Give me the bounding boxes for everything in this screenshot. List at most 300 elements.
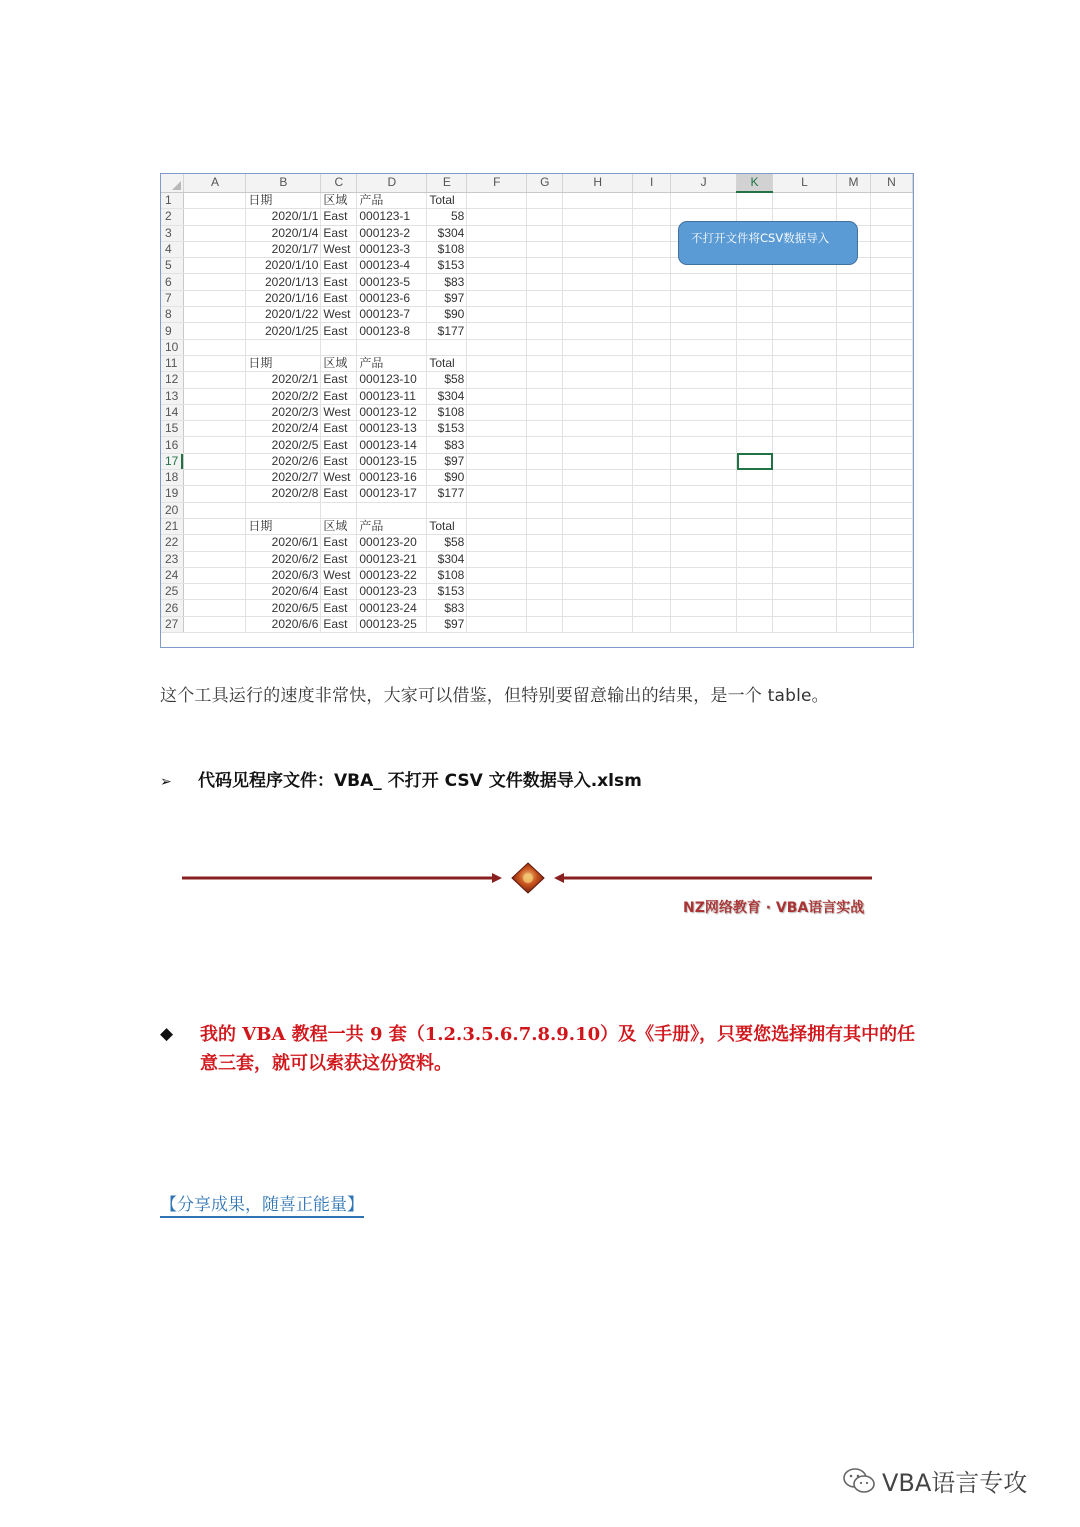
- sheet-cell[interactable]: 2020/2/4: [246, 421, 321, 437]
- sheet-cell[interactable]: 2020/6/4: [246, 584, 321, 600]
- sheet-cell[interactable]: East: [321, 274, 357, 290]
- sheet-cell[interactable]: [184, 437, 246, 453]
- sheet-cell[interactable]: [527, 192, 563, 209]
- sheet-cell[interactable]: 2020/1/25: [246, 323, 321, 339]
- sheet-cell[interactable]: [563, 437, 633, 453]
- sheet-cell[interactable]: [527, 453, 563, 469]
- sheet-cell[interactable]: [773, 404, 837, 420]
- sheet-cell[interactable]: [527, 567, 563, 583]
- sheet-cell[interactable]: [870, 192, 912, 209]
- sheet-cell[interactable]: [870, 225, 912, 241]
- sheet-cell[interactable]: [563, 274, 633, 290]
- sheet-cell[interactable]: [737, 535, 773, 551]
- sheet-cell[interactable]: [467, 535, 527, 551]
- sheet-cell[interactable]: [870, 486, 912, 502]
- sheet-cell[interactable]: [527, 339, 563, 355]
- sheet-cell[interactable]: [563, 339, 633, 355]
- sheet-cell[interactable]: [836, 453, 870, 469]
- row-header[interactable]: 22: [161, 535, 184, 551]
- column-header[interactable]: L: [773, 174, 837, 192]
- sheet-cell[interactable]: [527, 600, 563, 616]
- sheet-cell[interactable]: [633, 502, 671, 518]
- sheet-cell[interactable]: [467, 388, 527, 404]
- sheet-cell[interactable]: [773, 372, 837, 388]
- sheet-cell[interactable]: East: [321, 600, 357, 616]
- sheet-cell[interactable]: [671, 453, 737, 469]
- sheet-cell[interactable]: 000123-13: [357, 421, 427, 437]
- sheet-cell[interactable]: 000123-14: [357, 437, 427, 453]
- sheet-cell[interactable]: [671, 307, 737, 323]
- sheet-cell[interactable]: [184, 274, 246, 290]
- sheet-cell[interactable]: [870, 307, 912, 323]
- sheet-cell[interactable]: [671, 355, 737, 371]
- sheet-cell[interactable]: [467, 258, 527, 274]
- sheet-cell[interactable]: [737, 372, 773, 388]
- sheet-cell[interactable]: [737, 290, 773, 306]
- sheet-cell[interactable]: Total: [427, 355, 467, 371]
- sheet-cell[interactable]: [357, 339, 427, 355]
- sheet-cell[interactable]: [563, 551, 633, 567]
- sheet-cell[interactable]: [671, 192, 737, 209]
- sheet-cell[interactable]: 2020/2/1: [246, 372, 321, 388]
- sheet-cell[interactable]: [633, 323, 671, 339]
- row-header[interactable]: 14: [161, 404, 184, 420]
- sheet-cell[interactable]: [737, 470, 773, 486]
- sheet-cell[interactable]: [671, 339, 737, 355]
- sheet-cell[interactable]: 000123-17: [357, 486, 427, 502]
- column-header[interactable]: E: [427, 174, 467, 192]
- sheet-cell[interactable]: [773, 518, 837, 534]
- sheet-cell[interactable]: [184, 502, 246, 518]
- sheet-cell[interactable]: [563, 421, 633, 437]
- sheet-cell[interactable]: 2020/6/1: [246, 535, 321, 551]
- sheet-cell[interactable]: 000123-24: [357, 600, 427, 616]
- sheet-cell[interactable]: [527, 274, 563, 290]
- sheet-cell[interactable]: [671, 372, 737, 388]
- sheet-cell[interactable]: [773, 421, 837, 437]
- sheet-cell[interactable]: $177: [427, 486, 467, 502]
- row-header[interactable]: 13: [161, 388, 184, 404]
- sheet-cell[interactable]: [467, 470, 527, 486]
- sheet-cell[interactable]: East: [321, 290, 357, 306]
- sheet-cell[interactable]: [321, 502, 357, 518]
- sheet-cell[interactable]: [184, 616, 246, 632]
- sheet-cell[interactable]: [870, 339, 912, 355]
- sheet-cell[interactable]: [836, 339, 870, 355]
- sheet-cell[interactable]: [527, 437, 563, 453]
- sheet-cell[interactable]: [184, 453, 246, 469]
- sheet-cell[interactable]: $108: [427, 241, 467, 257]
- sheet-cell[interactable]: $177: [427, 323, 467, 339]
- sheet-cell[interactable]: $97: [427, 616, 467, 632]
- sheet-cell[interactable]: [836, 437, 870, 453]
- sheet-cell[interactable]: $58: [427, 535, 467, 551]
- row-header[interactable]: 5: [161, 258, 184, 274]
- sheet-cell[interactable]: [737, 616, 773, 632]
- sheet-cell[interactable]: [671, 486, 737, 502]
- sheet-cell[interactable]: [563, 502, 633, 518]
- sheet-cell[interactable]: [563, 241, 633, 257]
- sheet-cell[interactable]: [633, 486, 671, 502]
- sheet-cell[interactable]: 日期: [246, 192, 321, 209]
- sheet-cell[interactable]: [737, 404, 773, 420]
- sheet-cell[interactable]: [836, 388, 870, 404]
- sheet-cell[interactable]: [870, 502, 912, 518]
- sheet-cell[interactable]: [870, 290, 912, 306]
- sheet-cell[interactable]: [870, 241, 912, 257]
- sheet-cell[interactable]: [870, 372, 912, 388]
- sheet-cell[interactable]: East: [321, 535, 357, 551]
- sheet-cell[interactable]: [527, 388, 563, 404]
- sheet-cell[interactable]: [671, 551, 737, 567]
- sheet-cell[interactable]: [184, 355, 246, 371]
- sheet-cell[interactable]: [671, 290, 737, 306]
- sheet-cell[interactable]: 000123-20: [357, 535, 427, 551]
- sheet-cell[interactable]: [671, 502, 737, 518]
- sheet-cell[interactable]: [773, 584, 837, 600]
- sheet-cell[interactable]: [737, 323, 773, 339]
- sheet-cell[interactable]: [563, 192, 633, 209]
- sheet-cell[interactable]: [184, 339, 246, 355]
- sheet-cell[interactable]: 000123-12: [357, 404, 427, 420]
- sheet-cell[interactable]: [633, 518, 671, 534]
- sheet-cell[interactable]: 000123-6: [357, 290, 427, 306]
- sheet-cell[interactable]: $90: [427, 470, 467, 486]
- sheet-cell[interactable]: [563, 258, 633, 274]
- sheet-cell[interactable]: $97: [427, 290, 467, 306]
- sheet-cell[interactable]: 2020/2/7: [246, 470, 321, 486]
- sheet-cell[interactable]: [527, 421, 563, 437]
- sheet-cell[interactable]: 产品: [357, 355, 427, 371]
- sheet-cell[interactable]: [836, 274, 870, 290]
- sheet-cell[interactable]: [427, 339, 467, 355]
- sheet-cell[interactable]: [836, 584, 870, 600]
- sheet-cell[interactable]: 2020/2/5: [246, 437, 321, 453]
- sheet-cell[interactable]: [321, 339, 357, 355]
- sheet-cell[interactable]: 000123-4: [357, 258, 427, 274]
- sheet-cell[interactable]: [633, 355, 671, 371]
- sheet-cell[interactable]: East: [321, 616, 357, 632]
- sheet-cell[interactable]: [870, 551, 912, 567]
- sheet-cell[interactable]: [870, 470, 912, 486]
- sheet-cell[interactable]: [527, 616, 563, 632]
- sheet-cell[interactable]: [671, 388, 737, 404]
- row-header[interactable]: 11: [161, 355, 184, 371]
- sheet-cell[interactable]: West: [321, 307, 357, 323]
- sheet-cell[interactable]: East: [321, 209, 357, 225]
- sheet-cell[interactable]: [563, 372, 633, 388]
- sheet-cell[interactable]: 区域: [321, 518, 357, 534]
- sheet-cell[interactable]: [467, 518, 527, 534]
- sheet-cell[interactable]: [870, 258, 912, 274]
- row-header[interactable]: 4: [161, 241, 184, 257]
- sheet-cell[interactable]: [870, 209, 912, 225]
- sheet-cell[interactable]: [467, 192, 527, 209]
- row-header[interactable]: 10: [161, 339, 184, 355]
- sheet-cell[interactable]: [773, 486, 837, 502]
- sheet-cell[interactable]: $108: [427, 404, 467, 420]
- sheet-cell[interactable]: Total: [427, 518, 467, 534]
- sheet-cell[interactable]: 000123-23: [357, 584, 427, 600]
- sheet-cell[interactable]: [633, 290, 671, 306]
- row-header[interactable]: 9: [161, 323, 184, 339]
- sheet-cell[interactable]: $153: [427, 258, 467, 274]
- sheet-cell[interactable]: 000123-22: [357, 567, 427, 583]
- sheet-cell[interactable]: [773, 567, 837, 583]
- sheet-cell[interactable]: [467, 241, 527, 257]
- column-header[interactable]: J: [671, 174, 737, 192]
- sheet-cell[interactable]: [184, 600, 246, 616]
- sheet-cell[interactable]: [633, 535, 671, 551]
- sheet-cell[interactable]: [737, 486, 773, 502]
- sheet-cell[interactable]: [467, 421, 527, 437]
- sheet-cell[interactable]: [467, 404, 527, 420]
- row-header[interactable]: 18: [161, 470, 184, 486]
- sheet-cell[interactable]: 2020/2/2: [246, 388, 321, 404]
- sheet-cell[interactable]: [737, 307, 773, 323]
- sheet-cell[interactable]: [563, 209, 633, 225]
- sheet-cell[interactable]: [563, 404, 633, 420]
- sheet-cell[interactable]: [467, 274, 527, 290]
- sheet-cell[interactable]: $304: [427, 225, 467, 241]
- sheet-cell[interactable]: [870, 616, 912, 632]
- sheet-cell[interactable]: [870, 355, 912, 371]
- sheet-cell[interactable]: [870, 535, 912, 551]
- sheet-cell[interactable]: [184, 404, 246, 420]
- sheet-cell[interactable]: [184, 323, 246, 339]
- sheet-cell[interactable]: [527, 372, 563, 388]
- sheet-cell[interactable]: [184, 567, 246, 583]
- sheet-cell[interactable]: [737, 502, 773, 518]
- sheet-cell[interactable]: [773, 616, 837, 632]
- sheet-cell[interactable]: East: [321, 323, 357, 339]
- sheet-cell[interactable]: [671, 274, 737, 290]
- sheet-cell[interactable]: 日期: [246, 355, 321, 371]
- sheet-cell[interactable]: East: [321, 551, 357, 567]
- sheet-cell[interactable]: [671, 535, 737, 551]
- sheet-cell[interactable]: [737, 274, 773, 290]
- sheet-cell[interactable]: East: [321, 453, 357, 469]
- sheet-cell[interactable]: [737, 192, 773, 209]
- sheet-cell[interactable]: 区域: [321, 192, 357, 209]
- sheet-cell[interactable]: [184, 209, 246, 225]
- sheet-cell[interactable]: [527, 323, 563, 339]
- sheet-cell[interactable]: [527, 290, 563, 306]
- sheet-cell[interactable]: [836, 421, 870, 437]
- sheet-cell[interactable]: Total: [427, 192, 467, 209]
- sheet-cell[interactable]: [633, 388, 671, 404]
- sheet-cell[interactable]: 000123-3: [357, 241, 427, 257]
- sheet-cell[interactable]: [633, 404, 671, 420]
- sheet-cell[interactable]: 2020/6/5: [246, 600, 321, 616]
- sheet-cell[interactable]: [836, 567, 870, 583]
- sheet-cell[interactable]: 58: [427, 209, 467, 225]
- sheet-cell[interactable]: [870, 421, 912, 437]
- sheet-cell[interactable]: [773, 290, 837, 306]
- sheet-cell[interactable]: 000123-7: [357, 307, 427, 323]
- sheet-cell[interactable]: [633, 567, 671, 583]
- sheet-cell[interactable]: [467, 209, 527, 225]
- sheet-cell[interactable]: [184, 307, 246, 323]
- sheet-cell[interactable]: 2020/1/16: [246, 290, 321, 306]
- sheet-cell[interactable]: [671, 470, 737, 486]
- sheet-cell[interactable]: [836, 404, 870, 420]
- row-header[interactable]: 8: [161, 307, 184, 323]
- sheet-cell[interactable]: [184, 241, 246, 257]
- sheet-cell[interactable]: [184, 290, 246, 306]
- sheet-cell[interactable]: [563, 290, 633, 306]
- sheet-cell[interactable]: $153: [427, 584, 467, 600]
- sheet-cell[interactable]: [527, 486, 563, 502]
- sheet-cell[interactable]: [870, 567, 912, 583]
- sheet-cell[interactable]: [633, 258, 671, 274]
- sheet-cell[interactable]: [836, 486, 870, 502]
- sheet-cell[interactable]: [527, 225, 563, 241]
- sheet-cell[interactable]: 2020/1/7: [246, 241, 321, 257]
- sheet-cell[interactable]: [467, 323, 527, 339]
- sheet-cell[interactable]: [870, 388, 912, 404]
- column-header[interactable]: N: [870, 174, 912, 192]
- row-header[interactable]: 3: [161, 225, 184, 241]
- sheet-cell[interactable]: [246, 339, 321, 355]
- sheet-cell[interactable]: 000123-2: [357, 225, 427, 241]
- column-header[interactable]: K: [737, 174, 773, 192]
- sheet-cell[interactable]: [184, 518, 246, 534]
- sheet-cell[interactable]: [527, 470, 563, 486]
- sheet-cell[interactable]: 000123-15: [357, 453, 427, 469]
- sheet-cell[interactable]: 区域: [321, 355, 357, 371]
- sheet-cell[interactable]: [773, 600, 837, 616]
- sheet-cell[interactable]: [184, 388, 246, 404]
- sheet-cell[interactable]: [184, 584, 246, 600]
- sheet-cell[interactable]: [870, 404, 912, 420]
- sheet-cell[interactable]: [633, 372, 671, 388]
- sheet-cell[interactable]: East: [321, 258, 357, 274]
- sheet-cell[interactable]: [467, 502, 527, 518]
- row-header[interactable]: 16: [161, 437, 184, 453]
- sheet-cell[interactable]: [836, 192, 870, 209]
- sheet-cell[interactable]: [671, 518, 737, 534]
- sheet-cell[interactable]: [633, 339, 671, 355]
- sheet-cell[interactable]: [184, 535, 246, 551]
- sheet-cell[interactable]: 2020/6/3: [246, 567, 321, 583]
- sheet-cell[interactable]: [563, 486, 633, 502]
- share-link[interactable]: 【分享成果，随喜正能量】: [160, 1195, 364, 1215]
- sheet-cell[interactable]: [773, 535, 837, 551]
- sheet-cell[interactable]: [671, 421, 737, 437]
- column-header[interactable]: M: [836, 174, 870, 192]
- sheet-cell[interactable]: [870, 600, 912, 616]
- sheet-cell[interactable]: [633, 307, 671, 323]
- sheet-cell[interactable]: [870, 584, 912, 600]
- sheet-cell[interactable]: [563, 453, 633, 469]
- sheet-cell[interactable]: [773, 470, 837, 486]
- sheet-cell[interactable]: East: [321, 584, 357, 600]
- row-header[interactable]: 1: [161, 192, 184, 209]
- sheet-cell[interactable]: [467, 355, 527, 371]
- sheet-cell[interactable]: $83: [427, 437, 467, 453]
- sheet-cell[interactable]: 000123-21: [357, 551, 427, 567]
- sheet-cell[interactable]: 000123-11: [357, 388, 427, 404]
- sheet-cell[interactable]: [563, 307, 633, 323]
- column-header[interactable]: C: [321, 174, 357, 192]
- sheet-cell[interactable]: [836, 372, 870, 388]
- sheet-cell[interactable]: West: [321, 567, 357, 583]
- sheet-cell[interactable]: [773, 437, 837, 453]
- sheet-cell[interactable]: [633, 209, 671, 225]
- sheet-cell[interactable]: $97: [427, 453, 467, 469]
- sheet-cell[interactable]: [836, 290, 870, 306]
- sheet-cell[interactable]: [563, 616, 633, 632]
- sheet-cell[interactable]: [737, 437, 773, 453]
- sheet-cell[interactable]: 日期: [246, 518, 321, 534]
- sheet-cell[interactable]: [527, 258, 563, 274]
- sheet-cell[interactable]: [671, 616, 737, 632]
- column-header[interactable]: B: [246, 174, 321, 192]
- sheet-cell[interactable]: [184, 421, 246, 437]
- sheet-cell[interactable]: 2020/1/10: [246, 258, 321, 274]
- row-header[interactable]: 26: [161, 600, 184, 616]
- sheet-cell[interactable]: [836, 307, 870, 323]
- sheet-cell[interactable]: [527, 535, 563, 551]
- sheet-cell[interactable]: [563, 567, 633, 583]
- sheet-cell[interactable]: [633, 616, 671, 632]
- sheet-cell[interactable]: [427, 502, 467, 518]
- sheet-cell[interactable]: [527, 518, 563, 534]
- sheet-cell[interactable]: $108: [427, 567, 467, 583]
- sheet-cell[interactable]: [737, 551, 773, 567]
- sheet-cell[interactable]: [184, 470, 246, 486]
- sheet-cell[interactable]: [836, 470, 870, 486]
- sheet-cell[interactable]: [527, 355, 563, 371]
- sheet-cell[interactable]: [633, 470, 671, 486]
- sheet-cell[interactable]: [527, 404, 563, 420]
- sheet-cell[interactable]: 2020/1/13: [246, 274, 321, 290]
- sheet-cell[interactable]: 000123-1: [357, 209, 427, 225]
- sheet-cell[interactable]: [563, 600, 633, 616]
- sheet-cell[interactable]: [773, 453, 837, 469]
- sheet-cell[interactable]: [870, 453, 912, 469]
- sheet-cell[interactable]: 2020/1/1: [246, 209, 321, 225]
- row-header[interactable]: 12: [161, 372, 184, 388]
- sheet-cell[interactable]: [737, 453, 773, 469]
- row-header[interactable]: 2: [161, 209, 184, 225]
- sheet-cell[interactable]: [773, 274, 837, 290]
- sheet-cell[interactable]: [737, 518, 773, 534]
- sheet-cell[interactable]: [467, 567, 527, 583]
- sheet-cell[interactable]: [737, 355, 773, 371]
- sheet-cell[interactable]: [184, 372, 246, 388]
- row-header[interactable]: 25: [161, 584, 184, 600]
- sheet-cell[interactable]: West: [321, 404, 357, 420]
- sheet-cell[interactable]: 000123-8: [357, 323, 427, 339]
- sheet-cell[interactable]: [836, 616, 870, 632]
- sheet-cell[interactable]: [836, 535, 870, 551]
- column-header[interactable]: H: [563, 174, 633, 192]
- sheet-cell[interactable]: [737, 567, 773, 583]
- sheet-cell[interactable]: [633, 192, 671, 209]
- column-header[interactable]: D: [357, 174, 427, 192]
- sheet-cell[interactable]: East: [321, 372, 357, 388]
- sheet-cell[interactable]: [836, 551, 870, 567]
- sheet-cell[interactable]: [773, 339, 837, 355]
- sheet-cell[interactable]: [671, 600, 737, 616]
- column-header[interactable]: A: [184, 174, 246, 192]
- sheet-cell[interactable]: [527, 551, 563, 567]
- row-header[interactable]: 20: [161, 502, 184, 518]
- sheet-cell[interactable]: [737, 584, 773, 600]
- sheet-cell[interactable]: [563, 388, 633, 404]
